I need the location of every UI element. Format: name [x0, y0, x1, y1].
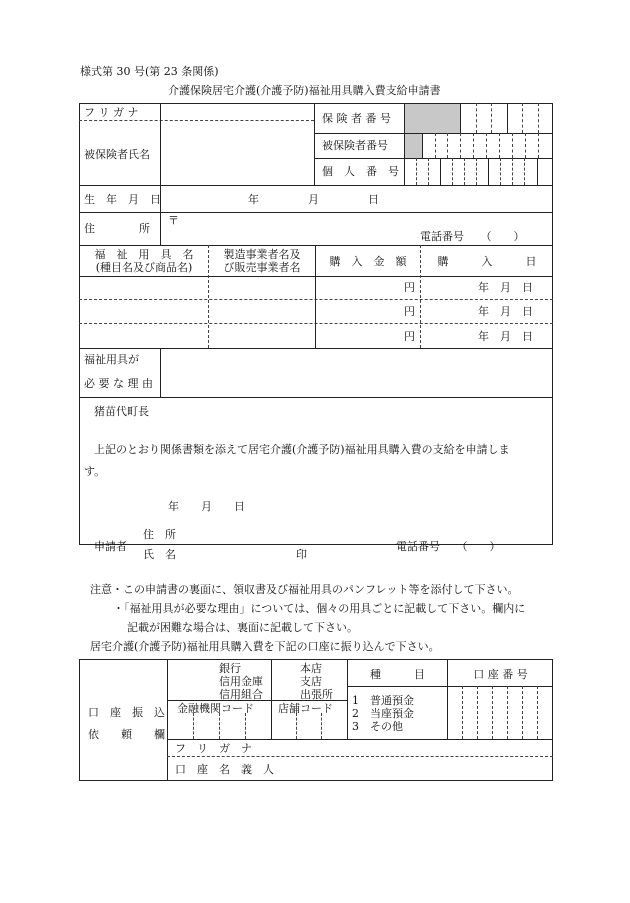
amount-header: 購 入 金 額 — [329, 255, 407, 268]
account-type-2: 2 当座預金 — [352, 707, 414, 720]
applicant-label: 申請者 — [94, 540, 127, 553]
insured-no-label: 被保険者番号 — [322, 139, 388, 152]
note-1: 注意・この申請書の裏面に、領収書及び福祉用具のパンフレット等を添付して下さい。 — [90, 583, 519, 596]
mayor-address: 猪苗代町長 — [94, 405, 149, 418]
reason-label-2: 必 要 な 理 由 — [84, 377, 153, 390]
main-form-table — [79, 103, 553, 545]
maker-header: 製造事業者名及 — [223, 248, 301, 261]
birth-day: 日 — [368, 193, 379, 206]
insured-name-label: 被保険者氏名 — [84, 148, 150, 161]
branch-type-sub: 出張所 — [300, 688, 333, 701]
maker-subheader: び販売事業者名 — [223, 261, 301, 274]
declaration-text-2: す。 — [84, 465, 106, 478]
row2-yen: 円 — [404, 305, 415, 318]
branch-type-head: 本店 — [300, 662, 322, 675]
transfer-label-1: 口 座 振 込 — [88, 706, 165, 719]
application-date: 年 月 日 — [168, 500, 245, 513]
phone-label: 電話番号 （ ） — [420, 230, 525, 243]
account-no-header: 口 座 番 号 — [473, 668, 528, 681]
reason-label-1: 福祉用具が — [84, 353, 139, 366]
item-name-header: 福 祉 用 具 名 — [94, 248, 194, 261]
item-name-subheader: (種目名及び商品名) — [95, 261, 193, 274]
bank-type-credit: 信用金庫 — [219, 675, 263, 688]
holder-furigana-label: フ リ ガ ナ — [175, 742, 252, 755]
birth-year: 年 — [248, 193, 259, 206]
transfer-intro: 居宅介護(介護予防)福祉用具購入費を下記の口座に振り込んで下さい。 — [90, 640, 440, 653]
applicant-phone-label: 電話番号 （ ） — [396, 540, 501, 553]
transfer-label-2: 依 頼 欄 — [88, 728, 165, 741]
declaration-text-1: 上記のとおり関係書類を添えて居宅介護(介護予防)福祉用具購入費の支給を申請しま — [94, 443, 510, 456]
branch-type-branch: 支店 — [300, 675, 322, 688]
applicant-address-label: 住 所 — [143, 528, 176, 541]
insurer-no-shaded — [405, 104, 461, 133]
row2-date: 年 月 日 — [478, 305, 533, 318]
row3-date: 年 月 日 — [478, 330, 533, 343]
bank-type-bank: 銀行 — [219, 662, 241, 675]
account-type-header: 種 目 — [370, 668, 425, 681]
purchase-date-header: 購 入 日 — [437, 255, 537, 268]
insurer-no-label: 保 険 者 番 号 — [322, 112, 391, 125]
institution-code-label: 金融機関コード — [177, 702, 254, 715]
insured-no-shaded — [405, 134, 422, 158]
account-type-3: 3 その他 — [352, 720, 403, 733]
applicant-name-label: 氏 名 — [143, 548, 176, 561]
row3-yen: 円 — [404, 330, 415, 343]
row1-date: 年 月 日 — [478, 281, 533, 294]
address-label: 住 所 — [84, 222, 150, 235]
birthdate-label: 生 年 月 日 — [84, 193, 161, 206]
bank-type-union: 信用組合 — [219, 688, 263, 701]
branch-code-label: 店舗コード — [278, 702, 333, 715]
row1-yen: 円 — [404, 281, 415, 294]
form-title: 介護保険居宅介護(介護予防)福祉用具購入費支給申請書 — [168, 84, 441, 97]
form-number: 様式第 30 号(第 23 条関係) — [80, 65, 219, 78]
seal-mark: 印 — [296, 548, 307, 561]
postal-mark: 〒 — [168, 214, 179, 227]
account-holder-label: 口 座 名 義 人 — [175, 763, 274, 776]
personal-no-label: 個 人 番 号 — [322, 165, 399, 178]
note-2a: ・「福祉用具が必要な理由」については、個々の用具ごとに記載して下さい。欄内に — [113, 602, 526, 615]
account-type-1: 1 普通預金 — [352, 694, 414, 707]
note-2b: 記載が困難な場合は、裏面に記載して下さい。 — [127, 621, 358, 634]
birth-month: 月 — [308, 193, 319, 206]
furigana-label: フ リ ガ ナ — [84, 106, 139, 119]
